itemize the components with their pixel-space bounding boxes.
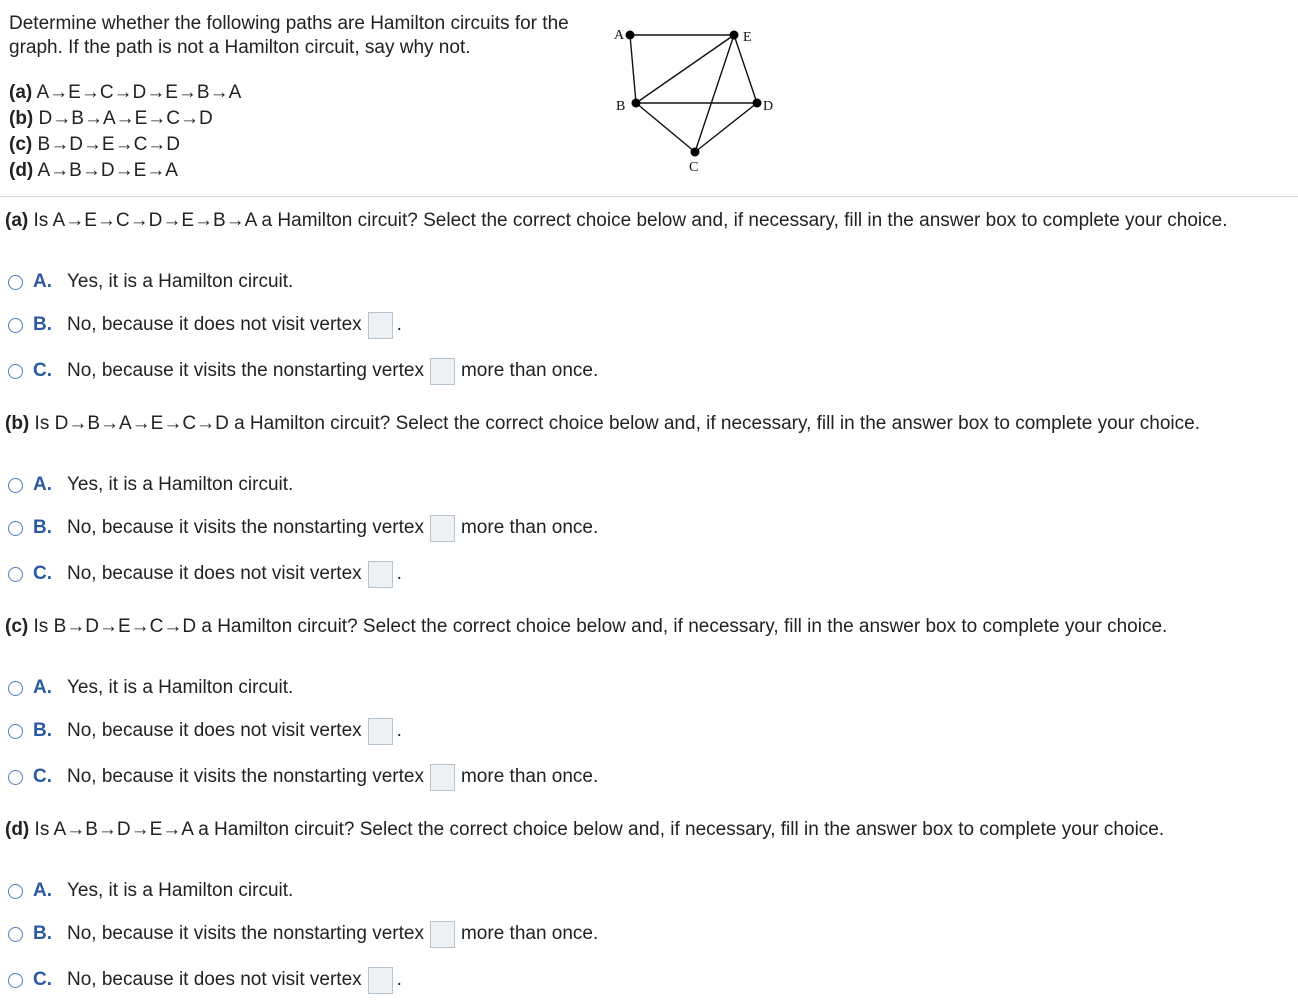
question-d [5, 819, 1164, 841]
vertex-label-c: C [689, 160, 699, 175]
choice-letter: B. [33, 923, 52, 944]
choice-text-after: . [396, 720, 402, 741]
answer-input[interactable] [368, 561, 393, 588]
choice-text-after: more than once. [460, 517, 599, 538]
radio-button[interactable] [8, 521, 23, 536]
edge-e-c [695, 35, 734, 152]
choice-text: No, because it visits the nonstarting vertex [67, 766, 424, 787]
instructions-line-1: Determine whether the following paths are Hamilton circuits for the [9, 13, 569, 34]
choice-text: No, because it visits the nonstarting vertex [67, 360, 424, 381]
radio-button[interactable] [8, 318, 23, 333]
choice-letter: C. [33, 563, 52, 584]
choice-text: No, because it does not visit vertex [67, 720, 362, 741]
question-c-choice-b[interactable] [8, 715, 402, 747]
choice-letter: B. [33, 720, 52, 741]
question-text: Is B→D→E→C→D a Hamilton circuit? Select the correct choice below and, if necessary, fill in the answer box to complete your choice. [33, 616, 1168, 637]
graph-diagram [608, 20, 788, 180]
question-label: (c) [5, 616, 29, 637]
path-label: (b) [9, 108, 34, 129]
vertex-label-e: E [743, 30, 752, 45]
question-c [5, 616, 1167, 638]
choice-text-after: . [396, 314, 402, 335]
choice-text-after: more than once. [460, 360, 599, 381]
question-d-choice-a[interactable] [8, 875, 293, 907]
answer-input[interactable] [430, 764, 455, 791]
path-text: D→B→A→E→C→D [38, 108, 213, 129]
choice-letter: A. [33, 677, 52, 698]
vertex-d [753, 99, 762, 108]
choice-text: No, because it does not visit vertex [67, 969, 362, 990]
question-text: Is D→B→A→E→C→D a Hamilton circuit? Select the correct choice below and, if necessary, fill in the answer box to complete your choice. [34, 413, 1201, 434]
choice-letter: A. [33, 271, 52, 292]
choice-text: No, because it visits the nonstarting vertex [67, 517, 424, 538]
path-text: B→D→E→C→D [37, 134, 181, 155]
question-label: (d) [5, 819, 30, 840]
path-item [9, 158, 241, 184]
path-list [9, 80, 241, 184]
question-b-choice-c[interactable] [8, 558, 402, 590]
choice-text: No, because it does not visit vertex [67, 314, 362, 335]
choice-text: Yes, it is a Hamilton circuit. [67, 271, 294, 292]
path-text: A→E→C→D→E→B→A [36, 82, 242, 103]
choice-letter: B. [33, 314, 52, 335]
answer-input[interactable] [430, 921, 455, 948]
path-label: (c) [9, 134, 33, 155]
question-a-choice-c[interactable] [8, 355, 598, 387]
path-label: (d) [9, 160, 34, 181]
vertex-c [691, 148, 700, 157]
radio-button[interactable] [8, 927, 23, 942]
radio-button[interactable] [8, 275, 23, 290]
choice-letter: B. [33, 517, 52, 538]
choice-letter: A. [33, 880, 52, 901]
radio-button[interactable] [8, 567, 23, 582]
vertex-b [632, 99, 641, 108]
edge-e-d [734, 35, 757, 103]
edge-b-c [636, 103, 695, 152]
path-item [9, 106, 241, 132]
choice-text: Yes, it is a Hamilton circuit. [67, 677, 294, 698]
instructions [9, 12, 609, 60]
question-b-choice-a[interactable] [8, 469, 293, 501]
path-item [9, 80, 241, 106]
vertex-label-a: A [614, 28, 625, 43]
divider [0, 196, 1298, 197]
answer-input[interactable] [430, 358, 455, 385]
choice-letter: C. [33, 360, 52, 381]
edge-b-e [636, 35, 734, 103]
edge-d-c [695, 103, 757, 152]
vertex-label-d: D [763, 99, 774, 114]
choice-text-after: more than once. [460, 766, 599, 787]
choice-text-after: . [396, 563, 402, 584]
instructions-line-2: graph. If the path is not a Hamilton circuit, say why not. [9, 37, 471, 58]
radio-button[interactable] [8, 770, 23, 785]
question-label: (b) [5, 413, 30, 434]
path-label: (a) [9, 82, 33, 103]
vertex-a [626, 31, 635, 40]
question-text: Is A→E→C→D→E→B→A a Hamilton circuit? Select the correct choice below and, if necessary, fill in the answer box to complete your choice. [33, 210, 1228, 231]
radio-button[interactable] [8, 681, 23, 696]
radio-button[interactable] [8, 884, 23, 899]
radio-button[interactable] [8, 973, 23, 988]
radio-button[interactable] [8, 364, 23, 379]
vertex-label-b: B [616, 99, 626, 114]
question-a-choice-b[interactable] [8, 309, 402, 341]
question-c-choice-c[interactable] [8, 761, 598, 793]
choice-letter: C. [33, 969, 52, 990]
path-text: A→B→D→E→A [37, 160, 178, 181]
edge-a-b [630, 35, 636, 103]
question-text: Is A→B→D→E→A a Hamilton circuit? Select the correct choice below and, if necessary, fill in the answer box to complete your choice. [34, 819, 1165, 840]
choice-text: No, because it does not visit vertex [67, 563, 362, 584]
choice-letter: A. [33, 474, 52, 495]
choice-letter: C. [33, 766, 52, 787]
answer-input[interactable] [368, 967, 393, 994]
question-d-choice-b[interactable] [8, 918, 598, 950]
radio-button[interactable] [8, 724, 23, 739]
choice-text-after: more than once. [460, 923, 599, 944]
choice-text: Yes, it is a Hamilton circuit. [67, 880, 294, 901]
question-label: (a) [5, 210, 29, 231]
vertex-e [730, 31, 739, 40]
question-b [5, 413, 1200, 435]
question-d-choice-c[interactable] [8, 964, 402, 996]
path-item [9, 132, 241, 158]
choice-text-after: . [396, 969, 402, 990]
question-c-choice-a[interactable] [8, 672, 293, 704]
question-a-choice-a[interactable] [8, 266, 293, 298]
answer-input[interactable] [368, 312, 393, 339]
choice-text: No, because it visits the nonstarting vertex [67, 923, 424, 944]
question-b-choice-b[interactable] [8, 512, 598, 544]
answer-input[interactable] [430, 515, 455, 542]
choice-text: Yes, it is a Hamilton circuit. [67, 474, 294, 495]
radio-button[interactable] [8, 478, 23, 493]
answer-input[interactable] [368, 718, 393, 745]
question-a [5, 210, 1228, 232]
